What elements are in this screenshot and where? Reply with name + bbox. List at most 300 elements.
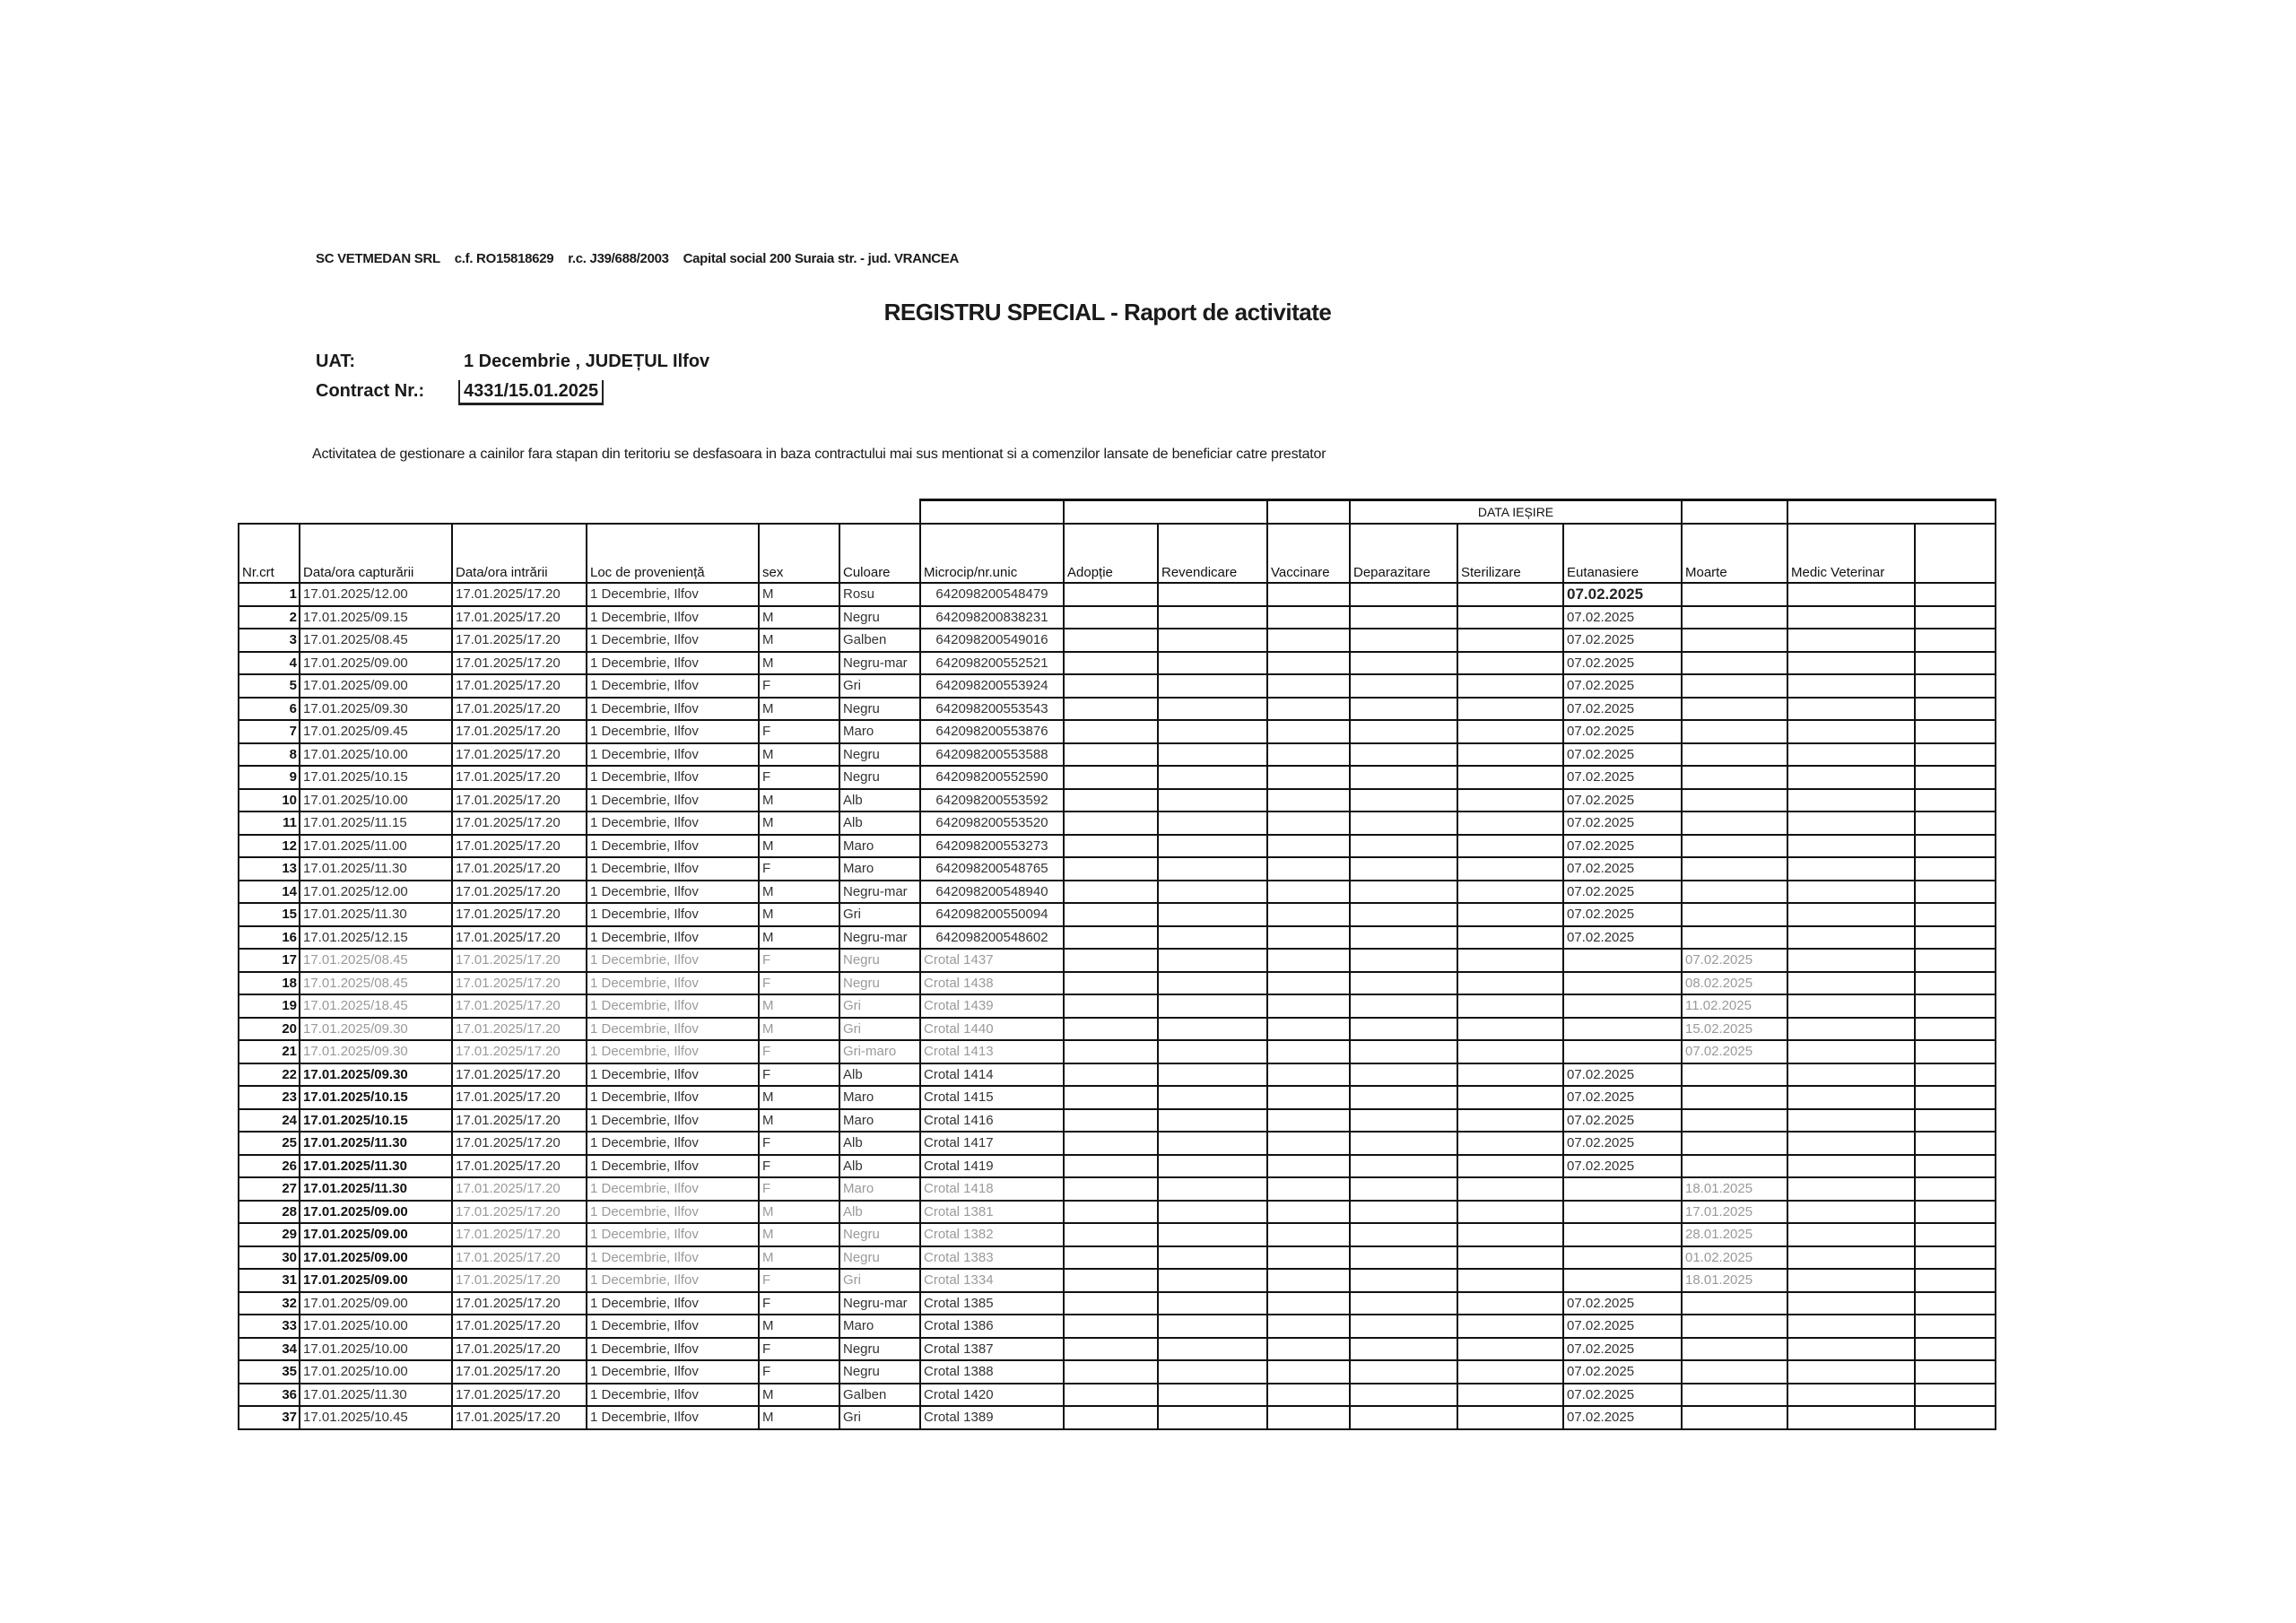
microchip-id: Crotal 1417 <box>920 1132 1064 1155</box>
sex: M <box>759 994 839 1018</box>
sterilization-cell <box>1457 857 1563 881</box>
extra-cell <box>1915 1086 1996 1109</box>
death-date <box>1682 720 1787 743</box>
sex: F <box>759 1292 839 1315</box>
reclaim-cell <box>1158 1292 1267 1315</box>
capture-datetime: 17.01.2025/08.45 <box>300 972 452 995</box>
euthanasia-date: 07.02.2025 <box>1563 698 1682 721</box>
column-header: Sterilizare <box>1457 524 1563 583</box>
sex: M <box>759 812 839 835</box>
table-row <box>239 881 1996 904</box>
row-number: 2 <box>239 606 300 629</box>
veterinarian-cell <box>1787 720 1915 743</box>
microchip-id: 642098200553273 <box>920 835 1064 858</box>
sterilization-cell <box>1457 972 1563 995</box>
adoption-cell <box>1064 1086 1158 1109</box>
entry-datetime: 17.01.2025/17.20 <box>452 1406 587 1429</box>
extra-cell <box>1915 1155 1996 1178</box>
veterinarian-cell <box>1787 1246 1915 1270</box>
death-date: 17.01.2025 <box>1682 1201 1787 1224</box>
adoption-cell <box>1064 1201 1158 1224</box>
color: Gri-maro <box>839 1040 920 1063</box>
extra-cell <box>1915 835 1996 858</box>
column-header: Data/ora capturării <box>300 524 452 583</box>
extra-cell <box>1915 1040 1996 1063</box>
deworming-cell <box>1350 606 1457 629</box>
sterilization-cell <box>1457 1292 1563 1315</box>
euthanasia-date: 07.02.2025 <box>1563 1109 1682 1133</box>
sterilization-cell <box>1457 766 1563 789</box>
color: Negru-mar <box>839 926 920 950</box>
entry-datetime: 17.01.2025/17.20 <box>452 1040 587 1063</box>
color: Negru <box>839 698 920 721</box>
euthanasia-date: 07.02.2025 <box>1563 926 1682 950</box>
header-spacer <box>1064 500 1267 525</box>
origin-location: 1 Decembrie, Ilfov <box>587 1406 759 1429</box>
column-header: Moarte <box>1682 524 1787 583</box>
sterilization-cell <box>1457 903 1563 926</box>
capture-datetime: 17.01.2025/10.15 <box>300 1086 452 1109</box>
vaccination-cell <box>1267 698 1350 721</box>
row-number: 17 <box>239 949 300 972</box>
deworming-cell <box>1350 812 1457 835</box>
vaccination-cell <box>1267 1338 1350 1361</box>
entry-datetime: 17.01.2025/17.20 <box>452 994 587 1018</box>
entry-datetime: 17.01.2025/17.20 <box>452 1086 587 1109</box>
entry-datetime: 17.01.2025/17.20 <box>452 857 587 881</box>
extra-cell <box>1915 857 1996 881</box>
color: Alb <box>839 1132 920 1155</box>
origin-location: 1 Decembrie, Ilfov <box>587 1360 759 1384</box>
table-row <box>239 1018 1996 1041</box>
capture-datetime: 17.01.2025/09.30 <box>300 1040 452 1063</box>
euthanasia-date <box>1563 1223 1682 1246</box>
color: Galben <box>839 1384 920 1407</box>
sex: M <box>759 1201 839 1224</box>
sex: M <box>759 1223 839 1246</box>
sterilization-cell <box>1457 1223 1563 1246</box>
capture-datetime: 17.01.2025/12.15 <box>300 926 452 950</box>
table-row <box>239 857 1996 881</box>
row-number: 8 <box>239 743 300 767</box>
extra-cell <box>1915 1109 1996 1133</box>
row-number: 13 <box>239 857 300 881</box>
veterinarian-cell <box>1787 1018 1915 1041</box>
color: Rosu <box>839 583 920 606</box>
euthanasia-date: 07.02.2025 <box>1563 1360 1682 1384</box>
microchip-id: Crotal 1386 <box>920 1315 1064 1338</box>
euthanasia-date: 07.02.2025 <box>1563 857 1682 881</box>
death-date <box>1682 629 1787 652</box>
table-row <box>239 1360 1996 1384</box>
reclaim-cell <box>1158 949 1267 972</box>
vaccination-cell <box>1267 1315 1350 1338</box>
veterinarian-cell <box>1787 1155 1915 1178</box>
adoption-cell <box>1064 1269 1158 1292</box>
microchip-id: 642098200553520 <box>920 812 1064 835</box>
color: Negru-mar <box>839 652 920 675</box>
sterilization-cell <box>1457 881 1563 904</box>
reclaim-cell <box>1158 1018 1267 1041</box>
origin-location: 1 Decembrie, Ilfov <box>587 1018 759 1041</box>
color: Negru <box>839 1360 920 1384</box>
reclaim-cell <box>1158 881 1267 904</box>
sterilization-cell <box>1457 1063 1563 1087</box>
column-header: Medic Veterinar <box>1787 524 1915 583</box>
table-row <box>239 766 1996 789</box>
entry-datetime: 17.01.2025/17.20 <box>452 812 587 835</box>
sterilization-cell <box>1457 606 1563 629</box>
sex: M <box>759 606 839 629</box>
origin-location: 1 Decembrie, Ilfov <box>587 674 759 698</box>
euthanasia-date: 07.02.2025 <box>1563 1406 1682 1429</box>
euthanasia-date: 07.02.2025 <box>1563 812 1682 835</box>
header-spacer <box>1267 500 1350 525</box>
row-number: 22 <box>239 1063 300 1087</box>
extra-cell <box>1915 674 1996 698</box>
table-row <box>239 583 1996 606</box>
veterinarian-cell <box>1787 949 1915 972</box>
deworming-cell <box>1350 1177 1457 1201</box>
header-spacer <box>1787 500 1996 525</box>
entry-datetime: 17.01.2025/17.20 <box>452 1292 587 1315</box>
deworming-cell <box>1350 698 1457 721</box>
vaccination-cell <box>1267 926 1350 950</box>
origin-location: 1 Decembrie, Ilfov <box>587 835 759 858</box>
table-row <box>239 652 1996 675</box>
reclaim-cell <box>1158 1109 1267 1133</box>
sterilization-cell <box>1457 1018 1563 1041</box>
vaccination-cell <box>1267 1246 1350 1270</box>
origin-location: 1 Decembrie, Ilfov <box>587 766 759 789</box>
extra-cell <box>1915 1201 1996 1224</box>
extra-cell <box>1915 1338 1996 1361</box>
vaccination-cell <box>1267 1040 1350 1063</box>
color: Maro <box>839 835 920 858</box>
death-date: 15.02.2025 <box>1682 1018 1787 1041</box>
origin-location: 1 Decembrie, Ilfov <box>587 972 759 995</box>
extra-cell <box>1915 1246 1996 1270</box>
capture-datetime: 17.01.2025/10.00 <box>300 789 452 812</box>
extra-cell <box>1915 949 1996 972</box>
row-number: 31 <box>239 1269 300 1292</box>
sex: F <box>759 1338 839 1361</box>
color: Alb <box>839 1063 920 1087</box>
death-date <box>1682 1063 1787 1087</box>
vaccination-cell <box>1267 812 1350 835</box>
adoption-cell <box>1064 881 1158 904</box>
veterinarian-cell <box>1787 972 1915 995</box>
reclaim-cell <box>1158 1132 1267 1155</box>
death-date <box>1682 903 1787 926</box>
deworming-cell <box>1350 583 1457 606</box>
deworming-cell <box>1350 1315 1457 1338</box>
euthanasia-date <box>1563 1177 1682 1201</box>
microchip-id: Crotal 1419 <box>920 1155 1064 1178</box>
row-number: 15 <box>239 903 300 926</box>
contract-line <box>316 380 604 405</box>
table-row <box>239 1155 1996 1178</box>
table-row <box>239 1338 1996 1361</box>
color: Alb <box>839 1155 920 1178</box>
sex: M <box>759 789 839 812</box>
death-date <box>1682 606 1787 629</box>
deworming-cell <box>1350 1269 1457 1292</box>
capture-datetime: 17.01.2025/10.00 <box>300 1360 452 1384</box>
deworming-cell <box>1350 1063 1457 1087</box>
extra-cell <box>1915 606 1996 629</box>
capture-datetime: 17.01.2025/11.15 <box>300 812 452 835</box>
adoption-cell <box>1064 606 1158 629</box>
uat-value: 1 Decembrie , JUDEȚUL Ilfov <box>464 352 710 371</box>
adoption-cell <box>1064 1315 1158 1338</box>
origin-location: 1 Decembrie, Ilfov <box>587 1201 759 1224</box>
death-date <box>1682 857 1787 881</box>
row-number: 7 <box>239 720 300 743</box>
entry-datetime: 17.01.2025/17.20 <box>452 1269 587 1292</box>
sterilization-cell <box>1457 743 1563 767</box>
company-rc: r.c. J39/688/2003 <box>568 251 669 266</box>
vaccination-cell <box>1267 994 1350 1018</box>
euthanasia-date <box>1563 1246 1682 1270</box>
euthanasia-date: 07.02.2025 <box>1563 789 1682 812</box>
row-number: 11 <box>239 812 300 835</box>
veterinarian-cell <box>1787 1269 1915 1292</box>
sex: M <box>759 1406 839 1429</box>
sterilization-cell <box>1457 926 1563 950</box>
origin-location: 1 Decembrie, Ilfov <box>587 720 759 743</box>
veterinarian-cell <box>1787 629 1915 652</box>
death-date: 01.02.2025 <box>1682 1246 1787 1270</box>
table-row <box>239 1384 1996 1407</box>
sex: M <box>759 1315 839 1338</box>
veterinarian-cell <box>1787 1040 1915 1063</box>
deworming-cell <box>1350 1292 1457 1315</box>
veterinarian-cell <box>1787 1063 1915 1087</box>
death-date: 08.02.2025 <box>1682 972 1787 995</box>
vaccination-cell <box>1267 789 1350 812</box>
extra-cell <box>1915 583 1996 606</box>
veterinarian-cell <box>1787 1338 1915 1361</box>
row-number: 28 <box>239 1201 300 1224</box>
deworming-cell <box>1350 1201 1457 1224</box>
sterilization-cell <box>1457 1315 1563 1338</box>
deworming-cell <box>1350 720 1457 743</box>
adoption-cell <box>1064 743 1158 767</box>
microchip-id: 642098200548479 <box>920 583 1064 606</box>
extra-cell <box>1915 1292 1996 1315</box>
table-row <box>239 1292 1996 1315</box>
reclaim-cell <box>1158 835 1267 858</box>
color: Alb <box>839 789 920 812</box>
deworming-cell <box>1350 1384 1457 1407</box>
deworming-cell <box>1350 1360 1457 1384</box>
table-row <box>239 903 1996 926</box>
entry-datetime: 17.01.2025/17.20 <box>452 949 587 972</box>
death-date <box>1682 1132 1787 1155</box>
veterinarian-cell <box>1787 926 1915 950</box>
origin-location: 1 Decembrie, Ilfov <box>587 698 759 721</box>
deworming-cell <box>1350 1338 1457 1361</box>
adoption-cell <box>1064 1177 1158 1201</box>
capture-datetime: 17.01.2025/09.45 <box>300 720 452 743</box>
sterilization-cell <box>1457 1177 1563 1201</box>
microchip-id: Crotal 1418 <box>920 1177 1064 1201</box>
euthanasia-date: 07.02.2025 <box>1563 1086 1682 1109</box>
vaccination-cell <box>1267 881 1350 904</box>
sex: M <box>759 926 839 950</box>
origin-location: 1 Decembrie, Ilfov <box>587 994 759 1018</box>
reclaim-cell <box>1158 812 1267 835</box>
extra-cell <box>1915 1406 1996 1429</box>
vaccination-cell <box>1267 583 1350 606</box>
euthanasia-date <box>1563 972 1682 995</box>
row-number: 23 <box>239 1086 300 1109</box>
entry-datetime: 17.01.2025/17.20 <box>452 972 587 995</box>
entry-datetime: 17.01.2025/17.20 <box>452 789 587 812</box>
origin-location: 1 Decembrie, Ilfov <box>587 857 759 881</box>
veterinarian-cell <box>1787 1384 1915 1407</box>
adoption-cell <box>1064 1406 1158 1429</box>
deworming-cell <box>1350 766 1457 789</box>
deworming-cell <box>1350 1086 1457 1109</box>
sterilization-cell <box>1457 1338 1563 1361</box>
entry-datetime: 17.01.2025/17.20 <box>452 835 587 858</box>
vaccination-cell <box>1267 606 1350 629</box>
sex: M <box>759 698 839 721</box>
table-row <box>239 1223 1996 1246</box>
extra-cell <box>1915 1063 1996 1087</box>
capture-datetime: 17.01.2025/12.00 <box>300 583 452 606</box>
vaccination-cell <box>1267 1292 1350 1315</box>
deworming-cell <box>1350 903 1457 926</box>
entry-datetime: 17.01.2025/17.20 <box>452 606 587 629</box>
microchip-id: Crotal 1440 <box>920 1018 1064 1041</box>
table-row <box>239 812 1996 835</box>
capture-datetime: 17.01.2025/18.45 <box>300 994 452 1018</box>
euthanasia-date: 07.02.2025 <box>1563 720 1682 743</box>
death-date <box>1682 698 1787 721</box>
veterinarian-cell <box>1787 835 1915 858</box>
microchip-id: Crotal 1413 <box>920 1040 1064 1063</box>
header-spacer <box>1682 500 1787 525</box>
entry-datetime: 17.01.2025/17.20 <box>452 1155 587 1178</box>
capture-datetime: 17.01.2025/09.00 <box>300 1246 452 1270</box>
adoption-cell <box>1064 1063 1158 1087</box>
adoption-cell <box>1064 1384 1158 1407</box>
microchip-id: 642098200553876 <box>920 720 1064 743</box>
vaccination-cell <box>1267 1201 1350 1224</box>
adoption-cell <box>1064 1132 1158 1155</box>
color: Gri <box>839 994 920 1018</box>
reclaim-cell <box>1158 1040 1267 1063</box>
capture-datetime: 17.01.2025/09.00 <box>300 1201 452 1224</box>
capture-datetime: 17.01.2025/09.15 <box>300 606 452 629</box>
veterinarian-cell <box>1787 1223 1915 1246</box>
vaccination-cell <box>1267 972 1350 995</box>
origin-location: 1 Decembrie, Ilfov <box>587 1155 759 1178</box>
adoption-cell <box>1064 674 1158 698</box>
entry-datetime: 17.01.2025/17.20 <box>452 674 587 698</box>
capture-datetime: 17.01.2025/09.00 <box>300 1292 452 1315</box>
entry-datetime: 17.01.2025/17.20 <box>452 881 587 904</box>
capture-datetime: 17.01.2025/11.30 <box>300 1177 452 1201</box>
vaccination-cell <box>1267 835 1350 858</box>
adoption-cell <box>1064 1155 1158 1178</box>
reclaim-cell <box>1158 1384 1267 1407</box>
color: Negru-mar <box>839 1292 920 1315</box>
row-number: 16 <box>239 926 300 950</box>
vaccination-cell <box>1267 720 1350 743</box>
extra-cell <box>1915 766 1996 789</box>
euthanasia-date <box>1563 1040 1682 1063</box>
adoption-cell <box>1064 857 1158 881</box>
entry-datetime: 17.01.2025/17.20 <box>452 629 587 652</box>
microchip-id: 642098200548940 <box>920 881 1064 904</box>
euthanasia-date: 07.02.2025 <box>1563 674 1682 698</box>
veterinarian-cell <box>1787 881 1915 904</box>
column-header: Loc de proveniență <box>587 524 759 583</box>
sterilization-cell <box>1457 1384 1563 1407</box>
microchip-id: Crotal 1414 <box>920 1063 1064 1087</box>
extra-cell <box>1915 1269 1996 1292</box>
adoption-cell <box>1064 766 1158 789</box>
sterilization-cell <box>1457 1086 1563 1109</box>
death-date <box>1682 1292 1787 1315</box>
company-name: SC VETMEDAN SRL <box>316 251 440 266</box>
deworming-cell <box>1350 1132 1457 1155</box>
extra-cell <box>1915 1384 1996 1407</box>
euthanasia-date: 07.02.2025 <box>1563 766 1682 789</box>
veterinarian-cell <box>1787 1292 1915 1315</box>
capture-datetime: 17.01.2025/11.30 <box>300 1155 452 1178</box>
deworming-cell <box>1350 674 1457 698</box>
extra-cell <box>1915 743 1996 767</box>
color: Alb <box>839 1201 920 1224</box>
death-date: 18.01.2025 <box>1682 1177 1787 1201</box>
euthanasia-date: 07.02.2025 <box>1563 606 1682 629</box>
sex: M <box>759 1109 839 1133</box>
vaccination-cell <box>1267 857 1350 881</box>
death-date <box>1682 1360 1787 1384</box>
origin-location: 1 Decembrie, Ilfov <box>587 1338 759 1361</box>
table-row <box>239 606 1996 629</box>
column-header: Adopție <box>1064 524 1158 583</box>
entry-datetime: 17.01.2025/17.20 <box>452 652 587 675</box>
sterilization-cell <box>1457 1201 1563 1224</box>
entry-datetime: 17.01.2025/17.20 <box>452 1246 587 1270</box>
sex: F <box>759 1360 839 1384</box>
sterilization-cell <box>1457 812 1563 835</box>
veterinarian-cell <box>1787 606 1915 629</box>
reclaim-cell <box>1158 1269 1267 1292</box>
color: Negru <box>839 766 920 789</box>
reclaim-cell <box>1158 903 1267 926</box>
vaccination-cell <box>1267 903 1350 926</box>
sex: M <box>759 629 839 652</box>
table-row <box>239 949 1996 972</box>
row-number: 18 <box>239 972 300 995</box>
reclaim-cell <box>1158 652 1267 675</box>
entry-datetime: 17.01.2025/17.20 <box>452 903 587 926</box>
vaccination-cell <box>1267 949 1350 972</box>
microchip-id: 642098200553592 <box>920 789 1064 812</box>
veterinarian-cell <box>1787 698 1915 721</box>
deworming-cell <box>1350 972 1457 995</box>
sex: F <box>759 1040 839 1063</box>
reclaim-cell <box>1158 1086 1267 1109</box>
death-date <box>1682 1086 1787 1109</box>
